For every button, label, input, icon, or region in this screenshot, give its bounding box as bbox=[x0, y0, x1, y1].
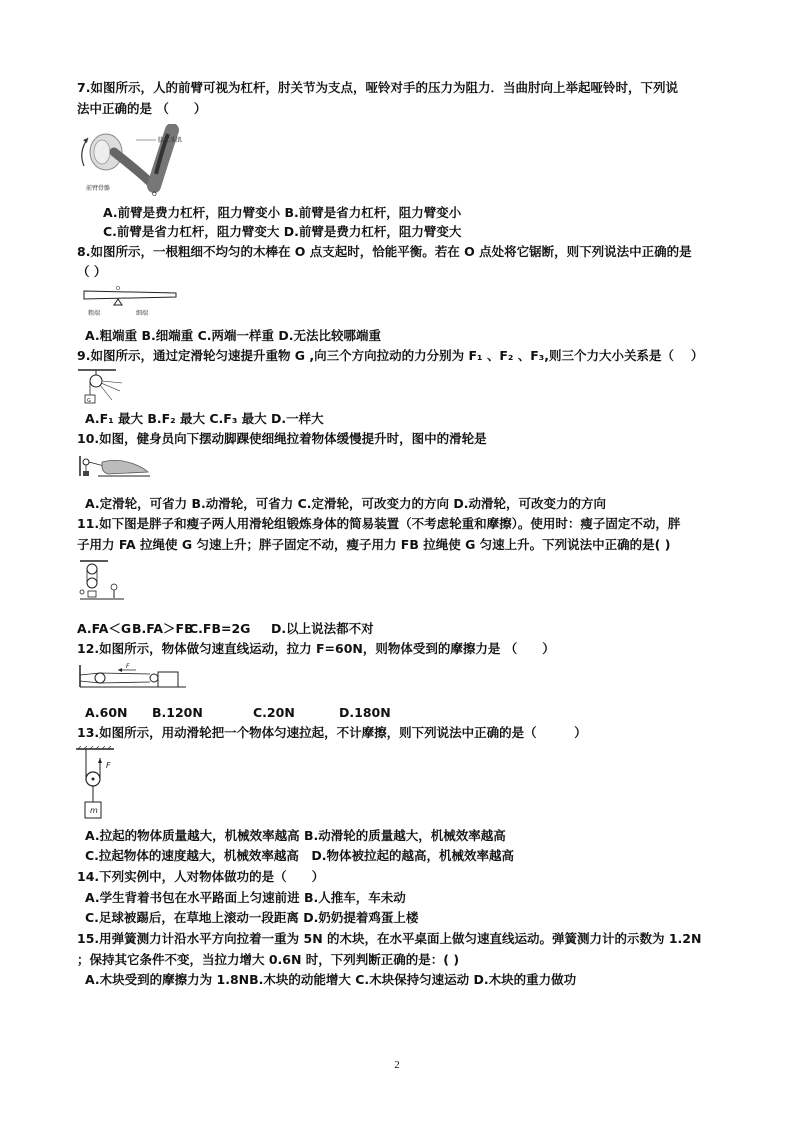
q8-stem-line1: 8.如图所示，一根粗细不均匀的木棒在 O 点支起时，恰能平衡。若在 O 点处将它锯断，则下列说法中正确的是 bbox=[77, 244, 692, 259]
q11-option-c: C.FB=2G bbox=[189, 621, 251, 636]
q15-options: A.木块受到的摩擦力为 1.8NB.木块的动能增大 C.木块保持匀速运动 D.木块的重力做功 bbox=[85, 972, 577, 987]
q7-options-ab: A.前臂是费力杠杆，阻力臂变小 B.前臂是省力杠杆，阻力臂变小 bbox=[103, 205, 462, 220]
page-number: 2 bbox=[394, 1059, 400, 1071]
q13-options-ab: A.拉起的物体质量越大，机械效率越高 B.动滑轮的质量越大，机械效率越高 bbox=[85, 828, 506, 843]
q7-label-muscle: 肱二头肌 bbox=[158, 137, 183, 144]
q14-options-cd: C.足球被踢后，在草地上滚动一段距离 D.奶奶提着鸡蛋上楼 bbox=[85, 910, 419, 925]
q12-label-f: F bbox=[126, 663, 130, 670]
q9-label-g: G bbox=[87, 398, 91, 404]
q7-label-bone: 前臂骨骼 bbox=[86, 185, 111, 192]
q9-options: A.F₁ 最大 B.F₂ 最大 C.F₃ 最大 D.一样大 bbox=[85, 411, 324, 426]
q14-stem: 14.下列实例中，人对物体做功的是（ ） bbox=[77, 869, 325, 884]
q12-stem: 12.如图所示，物体做匀速直线运动，拉力 F=60N，则物体受到的摩擦力是 （ ） bbox=[77, 641, 555, 656]
q12-option-a: A.60N bbox=[85, 705, 128, 720]
q13-movable-pulley-figure bbox=[74, 746, 130, 822]
q14-options-ab: A.学生背着书包在水平路面上匀速前进 B.人推车，车未动 bbox=[85, 890, 406, 905]
q10-options: A.定滑轮，可省力 B.动滑轮，可省力 C.定滑轮，可改变力的方向 D.动滑轮，可改变力的方向 bbox=[85, 496, 607, 511]
q8-options: A.粗端重 B.细端重 C.两端一样重 D.无法比较哪端重 bbox=[85, 328, 382, 343]
q8-label-o: O bbox=[116, 286, 120, 292]
q9-pulley-figure bbox=[76, 368, 128, 406]
q15-stem-line1: 15.用弹簧测力计沿水平方向拉着一重为 5N 的木块，在水平桌面上做匀速直线运动。弹簧测力计的示数为 1.2N bbox=[77, 931, 702, 946]
q8-label-thin: 细端 bbox=[136, 310, 149, 317]
q11-pulley-set-figure bbox=[78, 559, 126, 605]
q12-option-d: D.180N bbox=[339, 705, 391, 720]
q13-options-cd: C.拉起物体的速度越大，机械效率越高 D.物体被拉起的越高，机械效率越高 bbox=[85, 848, 515, 863]
q8-stick-figure bbox=[80, 284, 180, 318]
q11-stem-line1: 11.如下图是胖子和瘦子两人用滑轮组锻炼身体的简易装置（不考虑轮重和摩擦）。使用时：瘦子固定不动，胖 bbox=[77, 516, 681, 531]
q10-stem: 10.如图，健身员向下摆动脚踝使细绳拉着物体缓慢提升时，图中的滑轮是 bbox=[77, 431, 487, 446]
q12-pulley-figure bbox=[78, 661, 190, 693]
q12-option-c: C.20N bbox=[253, 705, 295, 720]
q8-label-thick: 粗端 bbox=[88, 310, 101, 317]
q7-options-cd: C.前臂是省力杠杆，阻力臂变大 D.前臂是费力杠杆，阻力臂变大 bbox=[103, 224, 462, 239]
q13-label-f: F bbox=[106, 761, 111, 770]
q7-stem-line2: 法中正确的是 （ ） bbox=[77, 101, 207, 116]
q11-option-d: D.以上说法都不对 bbox=[271, 621, 374, 636]
q13-stem: 13.如图所示，用动滑轮把一个物体匀速拉起，不计摩擦，则下列说法中正确的是（ ） bbox=[77, 725, 587, 740]
q7-stem-line1: 7.如图所示，人的前臂可视为杠杆，肘关节为支点，哑铃对手的压力为阻力．当曲肘向上举起哑铃时，下列说 bbox=[77, 80, 678, 95]
q10-fitness-figure bbox=[78, 452, 150, 478]
q11-stem-line2: 子用力 FA 拉绳使 G 匀速上升；胖子固定不动，瘦子用力 FB 拉绳使 G 匀速上升。下列说法中正确的是( ) bbox=[77, 537, 671, 552]
q11-option-b: B.FA＞FB bbox=[132, 621, 194, 636]
q13-label-m: m bbox=[90, 806, 98, 815]
q7-label-o: O bbox=[152, 191, 157, 198]
q12-option-b: B.120N bbox=[152, 705, 203, 720]
q15-stem-line2: ；保持其它条件不变，当拉力增大 0.6N 时，下列判断正确的是：( ) bbox=[77, 952, 460, 967]
q11-option-a: A.FA＜G bbox=[77, 621, 132, 636]
q7-arm-figure bbox=[72, 124, 192, 200]
q9-stem: 9.如图所示，通过定滑轮匀速提升重物 G ,向三个方向拉动的力分别为 F₁ 、F₂ 、F₃,则三个力大小关系是（ ） bbox=[77, 348, 704, 363]
q8-stem-line2: （ ） bbox=[77, 264, 107, 279]
